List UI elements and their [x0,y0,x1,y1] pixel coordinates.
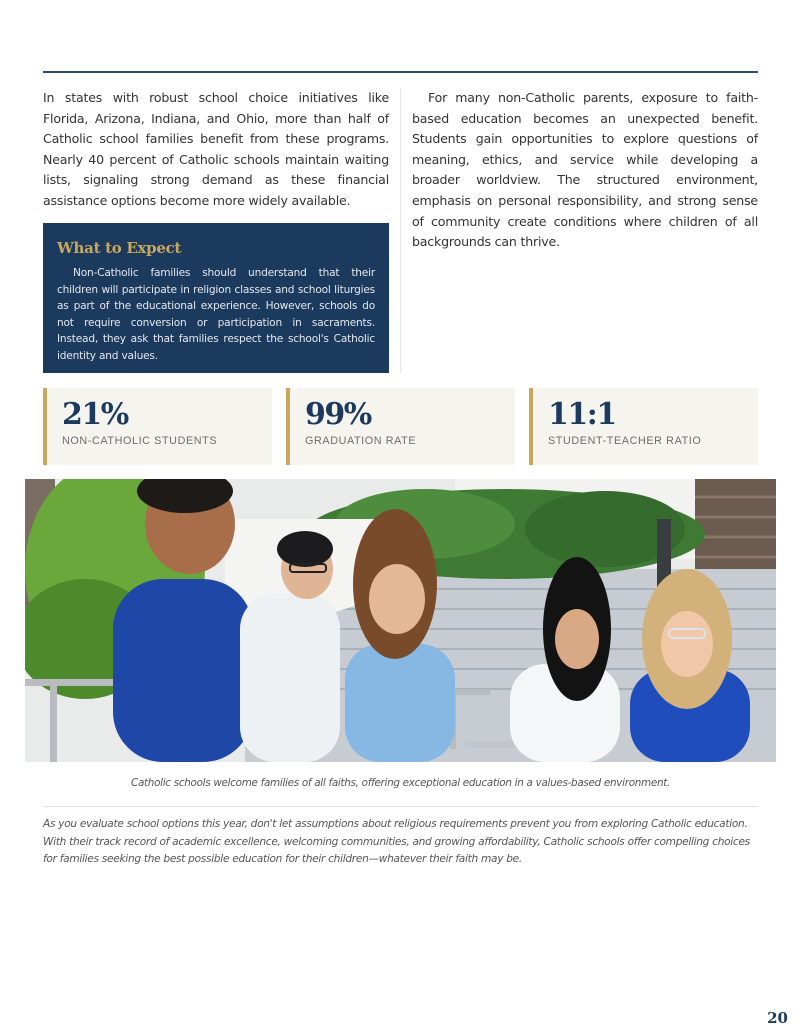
page-number: 20 [767,1009,788,1027]
stat-label: GRADUATION RATE [305,435,417,447]
stat-label: STUDENT-TEACHER RATIO [548,435,702,447]
left-column [43,88,389,212]
stat-label: NON-CATHOLIC STUDENTS [62,435,218,447]
closing-paragraph: As you evaluate school options this year, don't let assumptions about religious requirements prevent you from exploring Catholic education. With their track record of academic excellence, welcoming communities, and growing affordability, Catholic schools offer compelling choices for families seeking the best possible education for their children—whatever their faith may be. [43,818,750,865]
callout-text: Non-Catholic families should understand that their children will participate in religion classes and school liturgies as part of the educational experience. However, schools do not require conversion or participation in sacraments. Instead, they ask that families respect the school's Catholic identity and values. [57,267,375,362]
stat-value: 11:1 [548,397,616,432]
stat-card-graduation [286,388,515,465]
right-column [412,88,758,253]
top-rule [43,71,758,73]
stat-card-ratio [529,388,758,465]
stat-card-non-catholic [43,388,272,465]
right-paragraph: For many non-Catholic parents, exposure to faith-based education becomes an unexpected benefit. Students gain opportunities to explore questions of meaning, ethics, and service while developing a broader worldview. The structured environment, emphasis on personal responsibility, and strong sense of community create conditions where children of all backgrounds can thrive. [412,90,758,250]
stat-value: 99% [305,397,371,432]
column-divider [400,88,401,373]
callout-title: What to Expect [57,239,182,257]
stat-value: 21% [62,397,128,432]
what-to-expect-callout [43,223,389,373]
stats-row [43,388,758,465]
left-paragraph: In states with robust school choice initiatives like Florida, Arizona, Indiana, and Ohio, more than half of Catholic school families benefit from these programs. Nearly 40 percent of Catholic schools maintain waiting lists, signaling strong demand as these financial assistance options become more widely available. [43,90,389,208]
section-divider [43,806,758,807]
students-photo [25,479,776,762]
photo-caption: Catholic schools welcome families of all faiths, offering exceptional education in a values-based environment. [130,777,671,789]
